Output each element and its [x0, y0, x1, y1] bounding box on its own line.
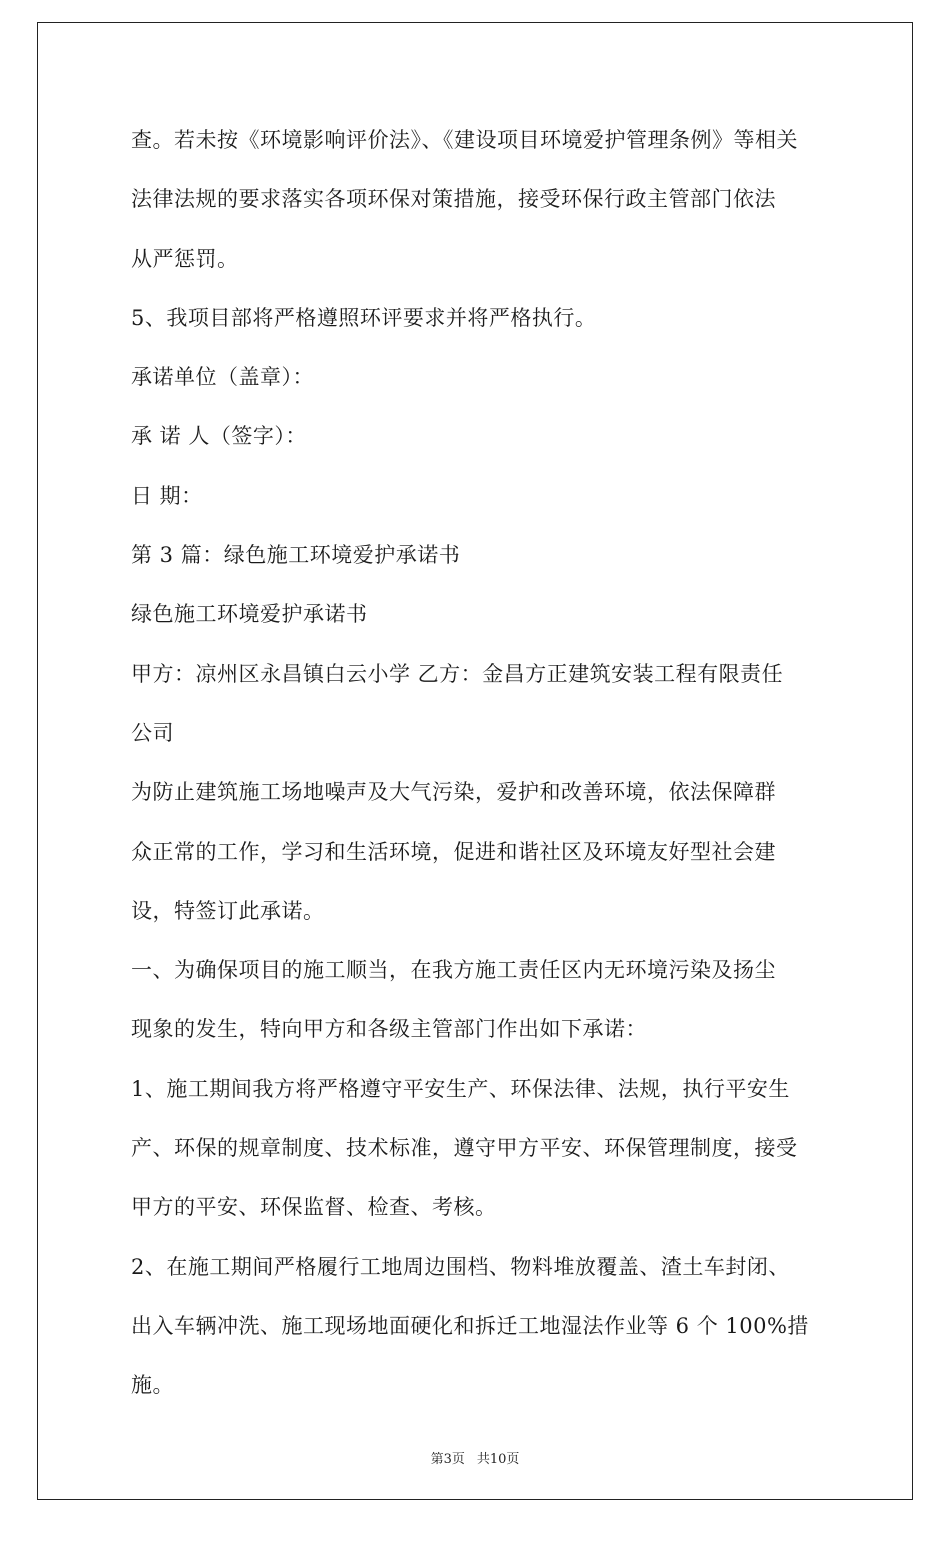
text-line: 甲方的平安、环保监督、检查、考核。 [131, 1195, 497, 1220]
document-title: 绿色施工环境爱护承诺书 [131, 602, 368, 627]
section-heading: 第 3 篇：绿色施工环境爱护承诺书 [131, 543, 461, 568]
text-line: 查。若未按《环境影响评价法》、《建设项目环境爱护管理条例》等相关 [131, 128, 798, 152]
text-line: 日 期： [131, 483, 203, 508]
text-line: 承诺单位（盖章）： [131, 365, 314, 390]
text-line: 为防止建筑施工场地噪声及大气污染，爱护和改善环境，依法保障群 [131, 780, 776, 805]
text-line: 5、我项目部将严格遵照环评要求并将严格执行。 [131, 305, 597, 330]
text-line: 出入车辆冲洗、施工现场地面硬化和拆迁工地湿法作业等 6 个 100%措 [131, 1313, 809, 1338]
text-line: 1、施工期间我方将严格遵守平安生产、环保法律、法规，执行平安生 [131, 1076, 790, 1101]
page-number: 第3页 [430, 1452, 465, 1467]
page-total: 共10页 [476, 1452, 520, 1467]
text-line: 从严惩罚。 [131, 246, 239, 271]
text-line: 施。 [131, 1373, 174, 1398]
page-footer [0, 1448, 950, 1467]
text-line: 2、在施工期间严格履行工地周边围档、物料堆放覆盖、渣土车封闭、 [131, 1254, 790, 1279]
text-line: 承 诺 人（签字）： [131, 424, 307, 449]
text-line: 众正常的工作，学习和生活环境，促进和谐社区及环境友好型社会建 [131, 839, 776, 864]
text-line: 设，特签订此承诺。 [131, 898, 325, 923]
text-line: 法律法规的要求落实各项环保对策措施，接受环保行政主管部门依法 [131, 187, 776, 212]
text-line: 甲方：凉州区永昌镇白云小学 乙方：金昌方正建筑安装工程有限责任 [131, 661, 784, 686]
text-line: 产、环保的规章制度、技术标准，遵守甲方平安、环保管理制度，接受 [131, 1136, 798, 1161]
text-line: 现象的发生，特向甲方和各级主管部门作出如下承诺： [131, 1017, 647, 1042]
text-line: 公司 [131, 720, 174, 745]
document-body [131, 111, 831, 1416]
text-line: 一、为确保项目的施工顺当，在我方施工责任区内无环境污染及扬尘 [131, 958, 776, 983]
